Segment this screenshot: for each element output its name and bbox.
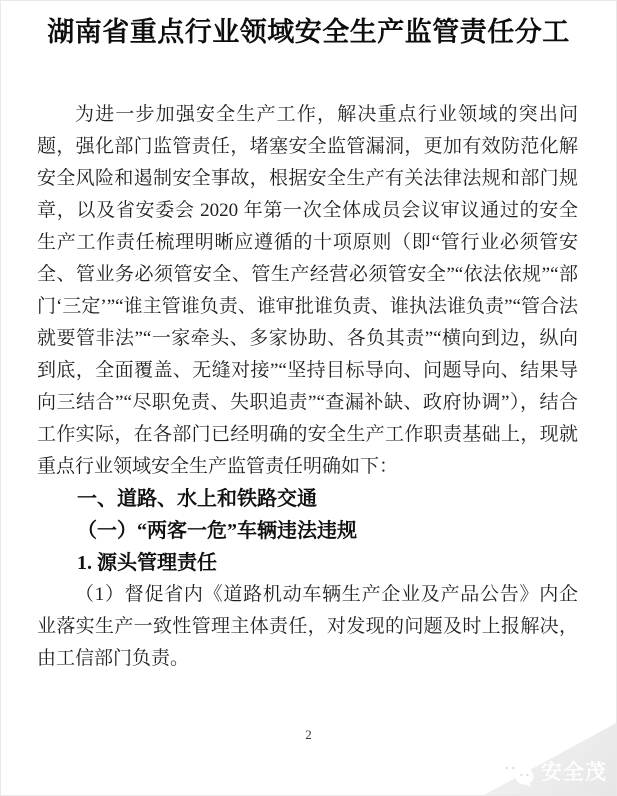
section-heading: 一、道路、水上和铁路交通 xyxy=(77,488,317,510)
brand-name: 安全茂 xyxy=(541,761,607,784)
brand-watermark xyxy=(497,758,607,788)
subsection-heading: （一）“两客一危”车辆违法违规 xyxy=(77,520,357,542)
item-paragraph: （1）督促省内《道路机动车辆生产企业及产品公告》内企业落实生产一致性管理主体责任，对发现的问题及时上报解决，由工信部门负责。 xyxy=(37,584,578,669)
page-number: 2 xyxy=(305,727,312,742)
chat-bubbles-icon xyxy=(497,758,537,788)
document-body xyxy=(37,99,578,675)
intro-paragraph: 为进一步加强安全生产工作，解决重点行业领域的突出问题，强化部门监管责任，堵塞安全监管漏洞，更加有效防范化解安全风险和遏制安全事故，根据安全生产有关法律法规和部门规章，以及省安委会 2020 年第一次全体成员会议审议通过的安全生产工作责任梳理明晰应遵循的十项原则（即“管行业必须管安全、管业务必须管安全、管生产经营必须管安全”“依法依规”“部门‘三定’”“谁主管谁负责、谁审批谁负责、谁执法谁负责”“管合法就要管非法”“一家牵头、多家协助、各负其责”“横向到边，纵向到底，全面覆盖、无缝对接”“坚持目标导向、问题导向、结果导向三结合”“尽职免责、失职追责”“查漏补缺、政府协调”），结合工作实际，在各部门已经明确的安全生产工作职责基础上，现就重点行业领域安全生产监管责任明确如下： xyxy=(37,104,578,477)
document-title: 湖南省重点行业领域安全生产监管责任分工 xyxy=(47,17,570,47)
item-heading: 1. 源头管理责任 xyxy=(77,552,217,574)
